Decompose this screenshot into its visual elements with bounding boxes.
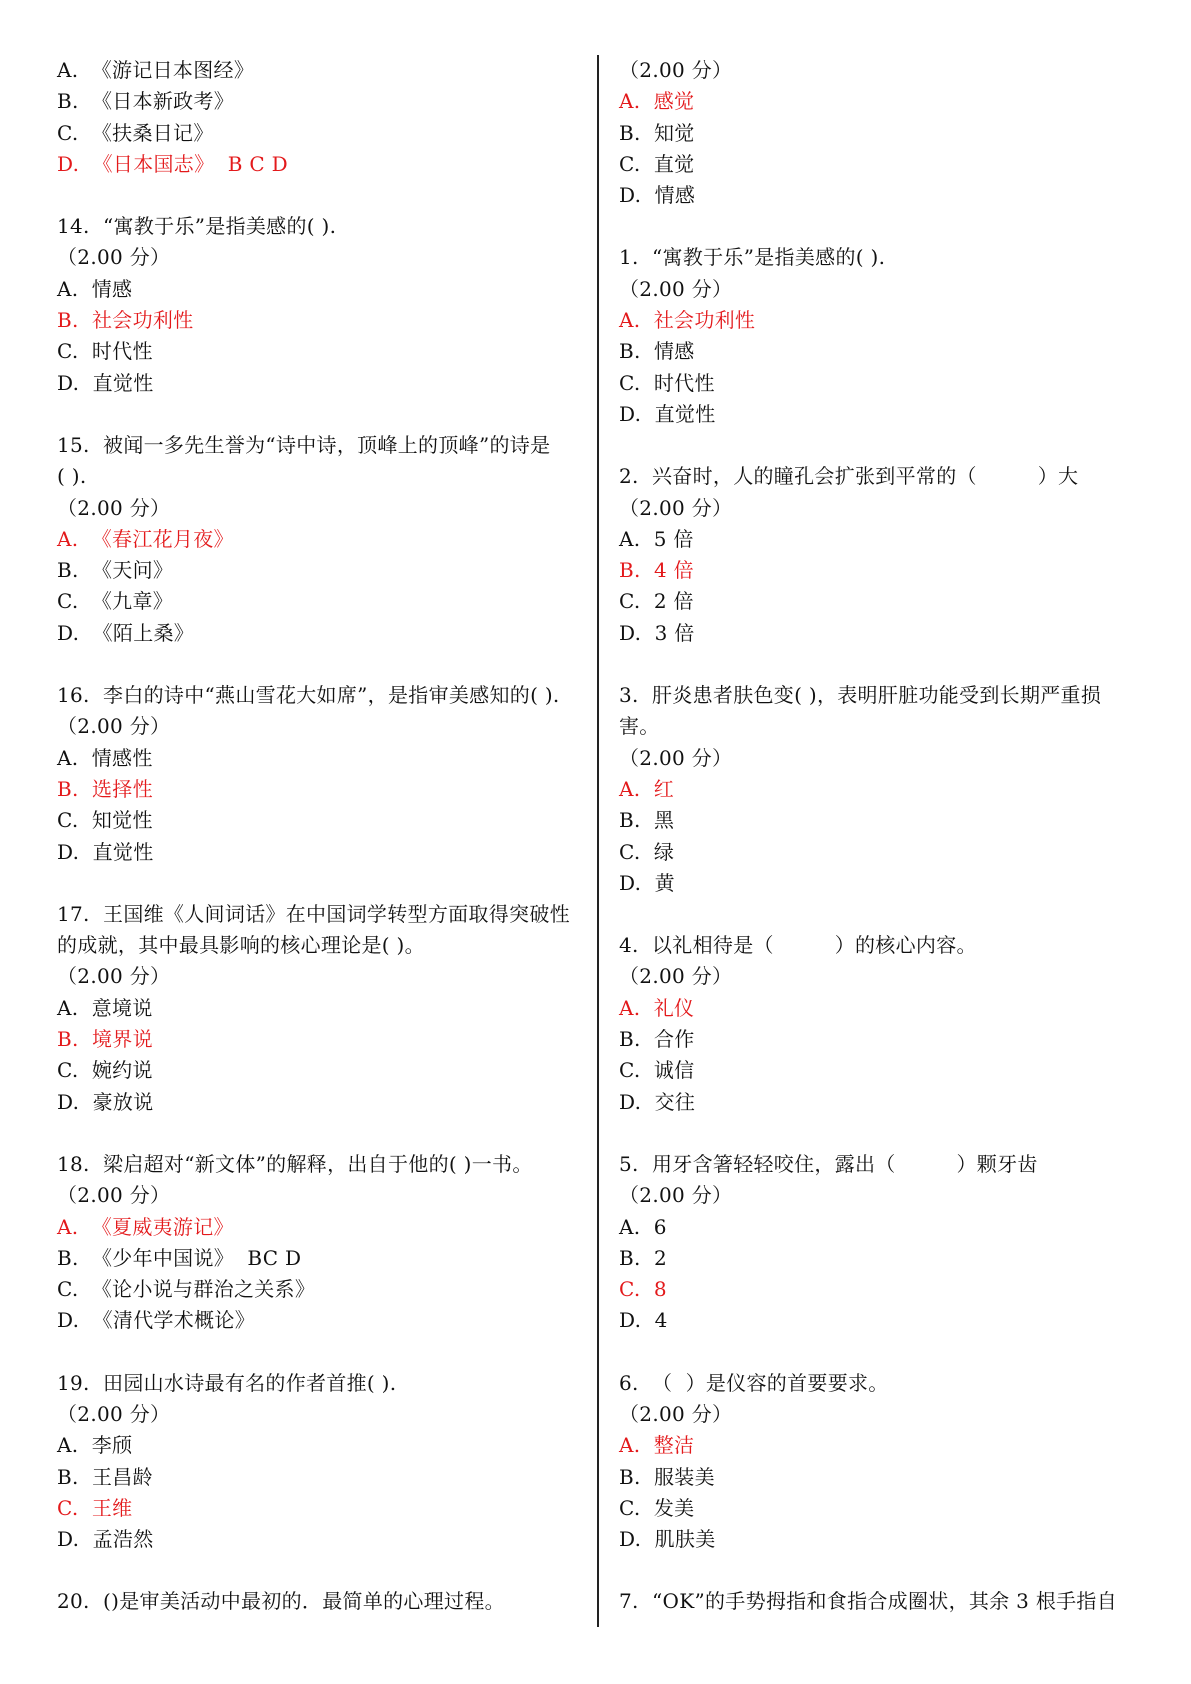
question-text: 的成就，其中最具影响的核心理论是( )。 xyxy=(57,933,425,958)
right-column xyxy=(619,55,1149,1649)
answer-option: B. 合作 xyxy=(619,1027,695,1052)
answer-option: A. 5 倍 xyxy=(619,526,694,551)
answer-option: A. 李颀 xyxy=(57,1433,133,1458)
question-text: 20. ()是审美活动中最初的．最简单的心理过程。 xyxy=(57,1589,505,1614)
question-text: 4. 以礼相待是（ ）的核心内容。 xyxy=(619,933,977,958)
question-text: 6. （ ）是仪容的首要要求。 xyxy=(619,1370,889,1395)
question-block xyxy=(57,680,577,868)
answer-option-correct: C. 8 xyxy=(619,1277,667,1302)
answer-option: C. 《扶桑日记》 xyxy=(57,120,214,145)
question-score: （2.00 分） xyxy=(57,495,171,520)
answer-option-correct: A. 《夏威夷游记》 xyxy=(57,1214,234,1239)
question-block xyxy=(619,680,1149,899)
answer-option: C. 发美 xyxy=(619,1495,695,1520)
question-score: （2.00 分） xyxy=(619,276,733,301)
question-score: （2.00 分） xyxy=(619,745,733,770)
answer-option: B. 《少年中国说》 BC D xyxy=(57,1245,302,1270)
question-score: （2.00 分） xyxy=(57,964,171,989)
answer-option: A. 意境说 xyxy=(57,995,153,1020)
answer-option: D. 《陌上桑》 xyxy=(57,620,195,645)
question-block xyxy=(619,461,1149,649)
answer-option: D. 交往 xyxy=(619,1089,696,1114)
answer-option: D. 孟浩然 xyxy=(57,1527,154,1552)
column-divider xyxy=(597,55,599,1627)
answer-option: D. 《清代学术概论》 xyxy=(57,1308,255,1333)
answer-option: A. 《游记日本图经》 xyxy=(57,58,255,82)
answer-option-correct: B. 社会功利性 xyxy=(57,308,194,333)
answer-option: C. 知觉性 xyxy=(57,808,153,833)
question-score: （2.00 分） xyxy=(57,1401,171,1426)
question-text: 18. 梁启超对“新文体”的解释，出自于他的( )一书。 xyxy=(57,1151,533,1176)
question-text: 3. 肝炎患者肤色变( )，表明肝脏功能受到长期严重损 xyxy=(619,683,1102,708)
answer-option: A. 情感 xyxy=(57,276,133,301)
answer-option: D. 4 xyxy=(619,1308,668,1333)
answer-option-correct: D. 《日本国志》 B C D xyxy=(57,151,288,176)
answer-option: B. 王昌龄 xyxy=(57,1464,153,1489)
answer-option: B. 《日本新政考》 xyxy=(57,89,235,114)
answer-option: D. 直觉性 xyxy=(57,839,154,864)
answer-option-correct: B. 选择性 xyxy=(57,776,153,801)
question-text: 14. “寓教于乐”是指美感的( ). xyxy=(57,214,337,239)
answer-option: B. 服装美 xyxy=(619,1464,715,1489)
question-block xyxy=(619,1149,1149,1337)
answer-option-correct: B. 4 倍 xyxy=(619,558,694,583)
answer-option: D. 情感 xyxy=(619,183,696,208)
question-text: 2. 兴奋时，人的瞳孔会扩张到平常的（ ）大 xyxy=(619,464,1079,489)
question-block xyxy=(57,899,577,1118)
answer-option-correct: A. 整洁 xyxy=(619,1433,695,1458)
answer-option: D. 肌肤美 xyxy=(619,1527,716,1552)
question-block xyxy=(619,242,1149,430)
answer-option: D. 豪放说 xyxy=(57,1089,154,1114)
answer-option: B. 知觉 xyxy=(619,120,695,145)
answer-option-correct: B. 境界说 xyxy=(57,1027,153,1052)
question-block xyxy=(57,211,577,399)
question-score: （2.00 分） xyxy=(619,1401,733,1426)
answer-option: D. 3 倍 xyxy=(619,620,695,645)
answer-option: C. 2 倍 xyxy=(619,589,694,614)
answer-option-correct: A. 社会功利性 xyxy=(619,308,756,333)
question-text: 7. “OK”的手势拇指和食指合成圈状，其余 3 根手指自 xyxy=(619,1589,1118,1614)
question-text: 16. 李白的诗中“燕山雪花大如席”，是指审美感知的( ). xyxy=(57,683,560,708)
answer-option: C. 诚信 xyxy=(619,1058,695,1083)
answer-option: B. 2 xyxy=(619,1245,667,1270)
question-text: ( ). xyxy=(57,464,87,489)
answer-option: B. 情感 xyxy=(619,339,695,364)
question-score: （2.00 分） xyxy=(57,245,171,270)
answer-option: C. 时代性 xyxy=(57,339,153,364)
question-block xyxy=(619,55,1149,211)
answer-option: D. 直觉性 xyxy=(57,370,154,395)
answer-option-correct: A. 红 xyxy=(619,776,675,801)
answer-option: C. 《论小说与群治之关系》 xyxy=(57,1277,316,1302)
answer-option-correct: C. 王维 xyxy=(57,1495,133,1520)
answer-option: C. 《九章》 xyxy=(57,589,174,614)
question-score: （2.00 分） xyxy=(57,1183,171,1208)
question-block xyxy=(57,1586,577,1617)
answer-option-correct: A. 礼仪 xyxy=(619,995,695,1020)
answer-option: C. 绿 xyxy=(619,839,675,864)
answer-option: A. 情感性 xyxy=(57,745,153,770)
question-score: （2.00 分） xyxy=(619,495,733,520)
question-score: （2.00 分） xyxy=(619,1183,733,1208)
left-column xyxy=(57,55,577,1649)
question-score: （2.00 分） xyxy=(619,964,733,989)
answer-option: C. 婉约说 xyxy=(57,1058,153,1083)
question-score: （2.00 分） xyxy=(57,714,171,739)
question-block xyxy=(57,430,577,649)
answer-option: A. 6 xyxy=(619,1214,667,1239)
question-score: （2.00 分） xyxy=(619,58,733,82)
question-block xyxy=(619,1586,1149,1617)
answer-option: C. 直觉 xyxy=(619,151,695,176)
question-text: 15. 被闻一多先生誉为“诗中诗，顶峰上的顶峰”的诗是 xyxy=(57,432,551,457)
answer-option: C. 时代性 xyxy=(619,370,715,395)
answer-option-correct: A. 《春江花月夜》 xyxy=(57,526,234,551)
question-text: 害。 xyxy=(619,714,660,739)
question-text: 5. 用牙含箸轻轻咬住，露出（ ）颗牙齿 xyxy=(619,1151,1038,1176)
answer-option: B. 黑 xyxy=(619,808,675,833)
question-block xyxy=(57,1149,577,1337)
question-text: 1. “寓教于乐”是指美感的( ). xyxy=(619,245,886,270)
answer-option-correct: A. 感觉 xyxy=(619,89,695,114)
question-block xyxy=(619,930,1149,1118)
question-block xyxy=(619,1368,1149,1556)
question-text: 19. 田园山水诗最有名的作者首推( ). xyxy=(57,1370,397,1395)
question-block xyxy=(57,55,577,180)
answer-option: D. 黄 xyxy=(619,870,675,895)
question-text: 17. 王国维《人间词话》在中国词学转型方面取得突破性 xyxy=(57,901,570,926)
answer-option: B. 《天问》 xyxy=(57,558,174,583)
answer-option: D. 直觉性 xyxy=(619,401,716,426)
question-block xyxy=(57,1368,577,1556)
